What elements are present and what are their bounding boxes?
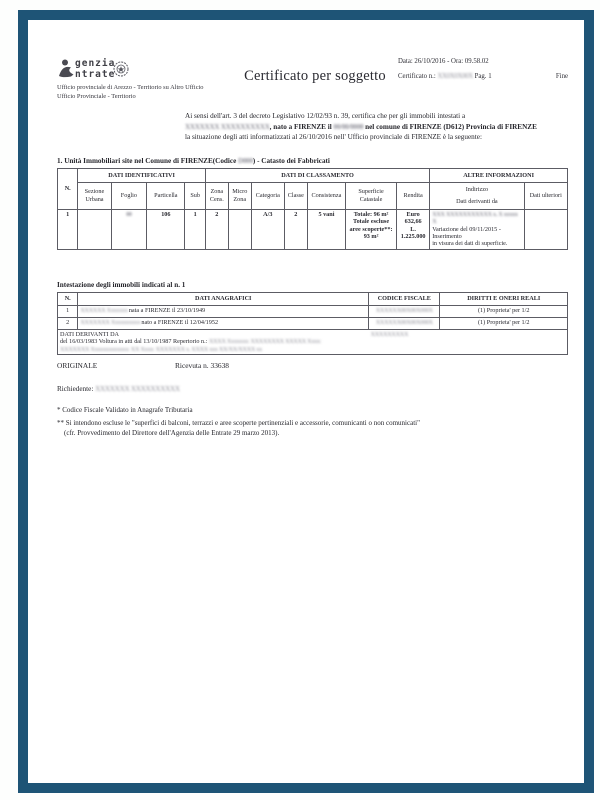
group-dati-identificativi: DATI IDENTIFICATIVI — [78, 168, 205, 182]
redacted-deed-info: XXXX Xxxxxxx: XXXXXXXX XXXXX Xxxx: XXXXXXX Xxxxxxxxxxxxx: XX Xxxx: XXXXXXX x. XXXX xxx XX/XX/XXXX xx — [60, 338, 322, 353]
fabbricati-table — [57, 168, 568, 250]
certificate-number-line: Certificato n.: XX0X0X00X Pag. 1 — [398, 73, 492, 80]
col-superficie-catastale: Superficie Catastale — [346, 182, 397, 209]
redacted-codice-fiscale: XXXXXX00X00X000X — [369, 305, 440, 317]
col-indirizzo: Indirizzo Dati derivanti da — [430, 182, 524, 209]
ricevuta-number: Ricevuta n. 33638 — [175, 361, 229, 371]
cell-anagrafici: XXXXXX Xxxxxxx nata a FIRENZE il 23/10/1949 — [78, 305, 369, 317]
cell-n: 2 — [58, 317, 78, 329]
col-dati-anagrafici: DATI ANAGRAFICI — [78, 292, 369, 305]
date-line: Data: 26/10/2016 - Ora: 09.58.02 — [398, 58, 489, 65]
cell-dati-derivanti-cont — [369, 329, 568, 354]
col-categoria: Categoria — [251, 182, 284, 209]
redacted-owner-name: XXXXXXX Xxxxxxxxxx — [80, 318, 142, 326]
originale-row — [57, 361, 568, 370]
cell-zona: 2 — [205, 209, 228, 249]
footnote-2: ** Si intendono escluse le "superfici di balconi, terrazzi e aree scoperte pertinenziali e accessorie, comunicanti o non comunicati" (cfr. Provvedimento del Direttore dell'Agenzia delle Entrate 29 marzo 2013). — [57, 419, 420, 437]
cell-dati-ulteriori — [524, 209, 567, 249]
col-consistenza: Consistenza — [307, 182, 345, 209]
cell-diritti: (1) Proprieta' per 1/2 — [440, 305, 568, 317]
footnote-1: * Codice Fiscale Validato in Anagrafe Tributaria — [57, 406, 193, 415]
table-row — [58, 317, 568, 329]
intestazione-table — [57, 292, 568, 355]
redacted-subject-name: XXXXXXX XXXXXXXXXX — [185, 122, 270, 131]
col-foglio: Foglio — [111, 182, 147, 209]
page-border-frame — [18, 10, 594, 793]
redacted-deed-info-2: XXXXXXXXX — [370, 330, 409, 338]
agenzia-entrate-logo-icon — [57, 57, 129, 81]
svg-text:genzia: genzia — [75, 58, 116, 69]
col-n: N. — [58, 292, 78, 305]
svg-text:ntrate: ntrate — [75, 69, 116, 80]
col-zona-cens: Zona Cens. — [205, 182, 228, 209]
group-dati-classamento: DATI DI CLASSAMENTO — [205, 168, 429, 182]
cell-classe: 2 — [284, 209, 307, 249]
document-header — [57, 57, 568, 101]
col-particella: Particella — [147, 182, 185, 209]
cell-particella: 106 — [147, 209, 185, 249]
redacted-codice-fiscale: XXXXXX00X00X000X — [369, 317, 440, 329]
agenzia-entrate-logo-block — [57, 57, 232, 101]
intro-line-1: Ai sensi dell'art. 3 del decreto Legislativo 12/02/93 n. 39, certifica che per gli immobili intestati a — [185, 112, 466, 120]
col-classe: Classe — [284, 182, 307, 209]
cell-n: 1 — [58, 209, 78, 249]
col-micro-zona: Micro Zona — [228, 182, 251, 209]
col-codice-fiscale: CODICE FISCALE — [369, 292, 440, 305]
col-dati-ulteriori: Dati ulteriori — [524, 182, 567, 209]
redacted-certificate-number: XX0X0X00X — [437, 73, 473, 80]
table-row — [58, 209, 568, 249]
redacted-birth-date: 00/00/0000 — [333, 122, 364, 131]
col-sezione-urbana: Sezione Urbana — [78, 182, 111, 209]
richiedente-line: Richiedente: XXXXXXX XXXXXXXXXX — [57, 385, 180, 394]
republic-emblem-icon — [114, 62, 128, 76]
cell-micro — [228, 209, 251, 249]
cell-indirizzo: XXX XXXXXXXXXXX x. X xxxxx X Variazione del 09/11/2015 - Inserimento in visura dei dati di superficie. — [430, 209, 524, 249]
cell-diritti: (1) Proprieta' per 1/2 — [440, 317, 568, 329]
office-line-1: Ufficio provinciale di Arezzo - Territorio su Altro Ufficio — [57, 84, 204, 91]
cell-dati-derivanti: DATI DERIVANTI DAdel 16/03/1983 Voltura in atti dal 13/10/1987 Repertorio n.: XXXX Xxxxxxx: XXXXXXXX XXXXX Xxxx: XXXXXXX Xxxxxxxxxxxxx: XX Xxxx: XXXXXXX x. XXXX xxx XX/XX/XXXX xx — [58, 329, 369, 354]
dati-derivanti-row — [58, 329, 568, 354]
cell-sub: 1 — [185, 209, 205, 249]
redacted-address: XXX XXXXXXXXXXX x. X xxxxx X — [432, 210, 518, 226]
redacted-richiedente-name: XXXXXXX XXXXXXXXXX — [95, 385, 180, 394]
cell-n: 1 — [58, 305, 78, 317]
col-sub: Sub — [185, 182, 205, 209]
originale-label: ORIGINALE — [57, 361, 98, 371]
redacted-foglio: 00 — [111, 209, 147, 249]
cell-superficie: Totale: 96 m² Totale escluse aree scoperte**: 93 m² — [346, 209, 397, 249]
section2-title: Intestazione degli immobili indicati al n. 1 — [57, 280, 186, 289]
certificate-document — [28, 20, 584, 783]
cell-sezione — [78, 209, 111, 249]
section1-title: 1. Unità Immobiliari site nel Comune di FIRENZE(Codice D000) - Catasto dei Fabbricati — [57, 156, 330, 165]
col-rendita: Rendita — [397, 182, 430, 209]
group-altre-informazioni: ALTRE INFORMAZIONI — [430, 168, 568, 182]
table-row — [58, 305, 568, 317]
cell-consistenza: 5 vani — [307, 209, 345, 249]
cell-categoria: A/3 — [251, 209, 284, 249]
col-diritti-oneri: DIRITTI E ONERI REALI — [440, 292, 568, 305]
header-meta — [398, 57, 568, 81]
redacted-owner-name: XXXXXX Xxxxxxx — [80, 306, 129, 314]
office-line-2: Ufficio Provinciale - Territorio — [57, 93, 136, 100]
col-n: N. — [58, 168, 78, 209]
page-number: Pag. 1 — [474, 73, 492, 80]
certificate-title: Certificato per soggetto — [244, 68, 386, 84]
cell-anagrafici: XXXXXXX Xxxxxxxxxx nato a FIRENZE il 12/04/1952 — [78, 317, 369, 329]
redacted-comune-code: D000 — [238, 156, 253, 165]
intro-line-2: XXXXXXX XXXXXXXXXX, nato a FIRENZE il 00/00/0000 nel comune di FIRENZE (D612) Provincia di FIRENZE — [185, 122, 537, 131]
fine-label: Fine — [555, 73, 568, 80]
cell-rendita: Euro 632,66 L. 1.225.000 — [397, 209, 430, 249]
intro-line-3: la situazione degli atti informatizzati al 26/10/2016 nell' Ufficio provinciale di FIRENZE è la seguente: — [185, 133, 482, 142]
intro-paragraph — [185, 111, 577, 143]
